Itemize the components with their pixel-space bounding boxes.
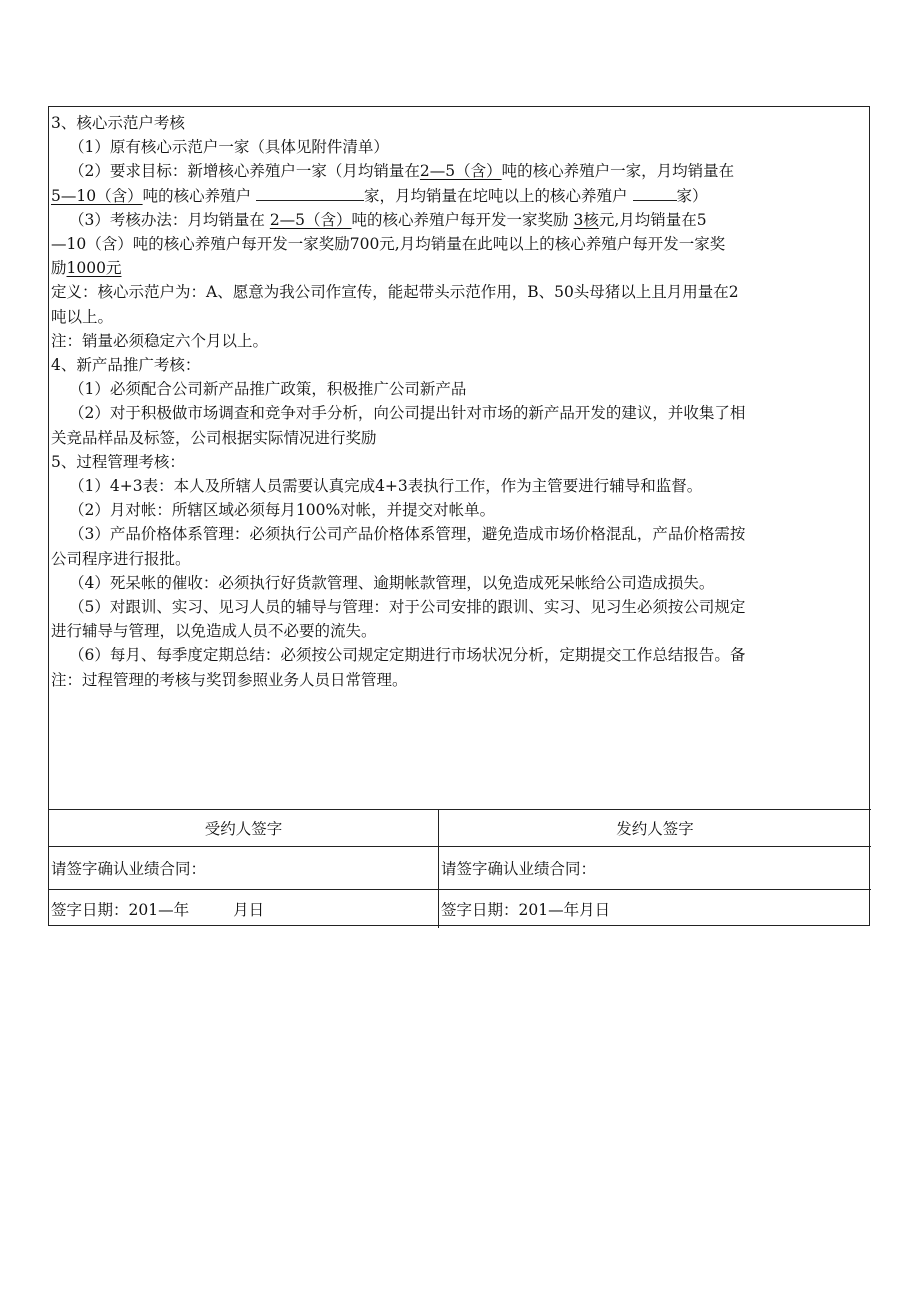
section-5-item-3: （3）产品价格体系管理：必须执行公司产品价格体系管理，避免造成市场价格混乱，产品价格需按 <box>69 525 746 544</box>
blank-field <box>256 186 364 201</box>
signature-confirm-row <box>49 846 871 889</box>
section-5-item-2: （2）月对帐：所辖区域必须每月100%对帐，并提交对帐单。 <box>69 501 496 520</box>
recipient-date-field[interactable] <box>49 890 439 928</box>
section-3-item-3-cont: —10（含）吨的核心养殖户每开发一家奖励700元,月均销量在此吨以上的核心养殖户每开发一家奖 <box>51 235 726 254</box>
section-3-heading: 3、核心示范户考核 <box>51 114 185 132</box>
section-3-item-1: （1）原有核心示范户一家（具体见附件清单） <box>69 138 389 157</box>
signature-header-row <box>49 810 871 846</box>
section-5-heading: 5、过程管理考核： <box>51 452 185 471</box>
section-5-item-3-cont: 公司程序进行报批。 <box>51 549 191 568</box>
range-2-5: 2—5（含） <box>269 210 352 229</box>
section-4-item-2-cont: 关竞品样品及标签，公司根据实际情况进行奖励 <box>51 428 377 447</box>
assessment-content <box>49 107 871 809</box>
section-3-item-3: （3）考核办法：月均销量在 2—5（含）吨的核心养殖户每开发一家奖励 3核元,月均销量在5 <box>69 210 707 229</box>
date-suffix: 月日 <box>233 901 265 919</box>
section-5-item-5-cont: 进行辅导与管理，以免造成人员不必要的流失。 <box>51 622 377 641</box>
section-3-item-2-cont: 5—10（含）吨的核心养殖户 家，月均销量在坨吨以上的核心养殖户 家） <box>51 186 708 205</box>
contract-table <box>48 106 870 926</box>
definition-text: 定义：核心示范户为：A、愿意为我公司作宣传，能起带头示范作用，B、50头母猪以上且月用量在2 <box>51 283 739 302</box>
reward-amount: 3核 <box>573 210 599 229</box>
range-5-10: 5—10（含） <box>51 186 143 205</box>
section-5-item-4: （4）死呆帐的催收：必须执行好货款管理、逾期帐款管理，以免造成死呆帐给公司造成损失。 <box>69 573 715 592</box>
definition-text-cont: 吨以上。 <box>51 307 114 326</box>
reward-amount: 1000元 <box>66 259 122 278</box>
section-5-item-6: （6）每月、每季度定期总结：必须按公司规定定期进行市场状况分析，定期提交工作总结报告。备 <box>69 646 746 665</box>
recipient-confirm-field[interactable]: 请签字确认业绩合同： <box>49 847 439 889</box>
section-5-item-6-cont: 注：过程管理的考核与奖罚参照业务人员日常管理。 <box>51 670 408 689</box>
range-2-5: 2—5（含） <box>419 162 502 181</box>
section-4-item-1: （1）必须配合公司新产品推广政策，积极推广公司新产品 <box>69 380 467 399</box>
signature-table <box>49 809 871 927</box>
blank-field <box>633 186 677 201</box>
recipient-signature-header: 受约人签字 <box>49 810 439 846</box>
section-4-item-2: （2）对于积极做市场调查和竞争对手分析，向公司提出针对市场的新产品开发的建议，并收集了相 <box>69 404 746 423</box>
section-5-item-1: （1）4+3表：本人及所辖人员需要认真完成4+3表执行工作，作为主管要进行辅导和监督。 <box>69 477 703 496</box>
issuer-signature-header: 发约人签字 <box>616 820 694 838</box>
section-4-heading: 4、新产品推广考核： <box>51 356 201 375</box>
issuer-confirm-field[interactable]: 请签字确认业绩合同： <box>441 860 597 878</box>
date-label: 签字日期：201—年 <box>51 901 190 919</box>
note-text: 注：销量必须稳定六个月以上。 <box>51 331 269 350</box>
section-3-item-2: （2）要求目标：新增核心养殖户一家（月均销量在2—5（含）吨的核心养殖户一家，月均销量在 <box>69 162 735 181</box>
section-3-item-3-cont2: 励1000元 <box>51 259 122 278</box>
issuer-date-field[interactable]: 签字日期：201—年月日 <box>441 901 611 919</box>
section-5-item-5: （5）对跟训、实习、见习人员的辅导与管理：对于公司安排的跟训、实习、见习生必须按公司规定 <box>69 598 746 617</box>
signature-date-row <box>49 889 871 928</box>
